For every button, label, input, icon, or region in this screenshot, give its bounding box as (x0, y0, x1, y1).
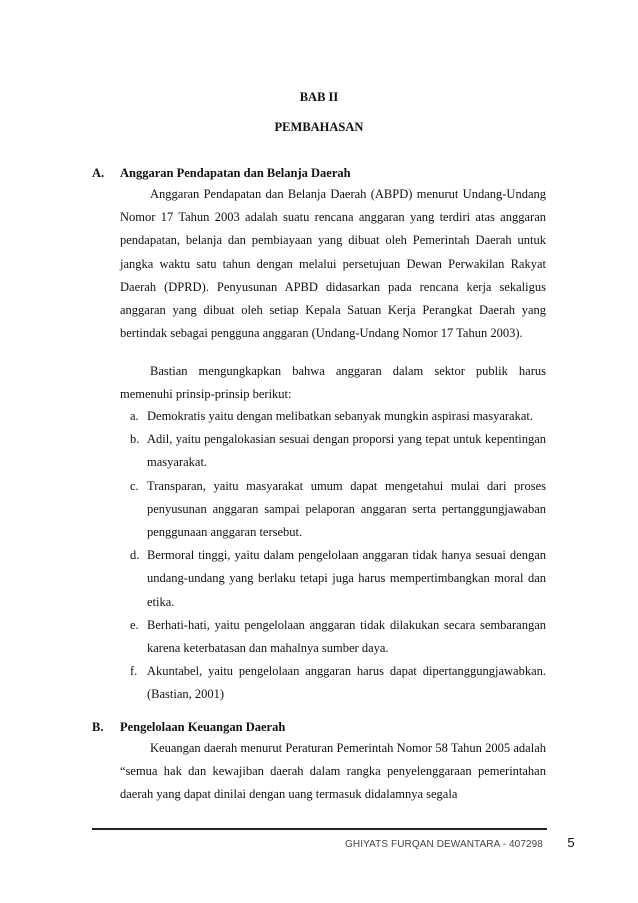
list-item-text: Berhati-hati, yaitu pengelolaan anggaran tidak dilakukan secara sembarangan karena keterbatasan dan mahalnya sumber daya. (147, 617, 546, 656)
list-item-text: Demokratis yaitu dengan melibatkan sebanyak mungkin aspirasi masyarakat. (147, 409, 533, 423)
page-number: 5 (547, 828, 595, 858)
list-item (120, 405, 546, 428)
section-b-letter: B. (92, 720, 104, 734)
section-b-title: Pengelolaan Keuangan Daerah (120, 720, 286, 734)
list-item-text: Bermoral tinggi, yaitu dalam pengelolaan anggaran tidak hanya sesuai dengan undang-undang yang berlaku tetapi juga harus mempertimbangkan moral dan etika. (147, 548, 546, 609)
list-marker: c. (130, 478, 139, 493)
principles-list (120, 405, 546, 707)
footer-author: GHIYATS FURQAN DEWANTARA - 407298 (345, 839, 543, 850)
list-marker: f. (130, 664, 138, 679)
section-b-paragraph-1 (120, 737, 546, 807)
section-a-letter: A. (92, 166, 105, 180)
list-item (120, 475, 546, 545)
section-a-paragraph-2 (120, 360, 546, 406)
list-item-text: Adil, yaitu pengalokasian sesuai dengan proporsi yang tepat untuk kepentingan masyarakat. (147, 432, 546, 470)
section-a-paragraph-1 (120, 183, 546, 345)
section-a-paragraph-2-text: Bastian mengungkapkan bahwa anggaran dalam sektor publik harus memenuhi prinsip-prinsip berikut: (120, 364, 546, 402)
list-item-text: Akuntabel, yaitu pengelolaan anggaran harus dapat dipertanggungjawabkan. (Bastian, 2001) (147, 664, 546, 702)
list-item (120, 544, 546, 614)
section-a-title: Anggaran Pendapatan dan Belanja Daerah (120, 166, 351, 180)
list-marker: e. (130, 617, 139, 632)
list-item (120, 660, 546, 706)
chapter-title: PEMBAHASAN (274, 120, 364, 134)
section-a-paragraph-1-text: Anggaran Pendapatan dan Belanja Daerah (ABPD) menurut Undang-Undang Nomor 17 Tahun 2003 adalah suatu rencana anggaran yang terdiri atas anggaran pendapatan, belanja dan pembiayaan yang dibuat oleh Pemerintah Daerah untuk jangka waktu satu tahun dengan melalui persetujuan Dewan Perwakilan Rakyat Daerah (DPRD). Penyusunan APBD didasarkan pada rencana kerja sekaligus anggaran yang dibuat oleh setiap Kepala Satuan Kerja Perangkat Daerah yang bertindak sebagai pengguna anggaran (Undang-Undang Nomor 17 Tahun 2003). (120, 187, 546, 341)
list-marker: b. (130, 432, 140, 447)
list-item (120, 614, 546, 660)
list-item-text: Transparan, yaitu masyarakat umum dapat mengetahui mulai dari proses penyusunan anggaran sampai pelaporan anggaran serta pertanggungjawaban penggunaan anggaran tersebut. (147, 478, 546, 540)
list-item (120, 428, 546, 474)
section-b-paragraph-1-text: Keuangan daerah menurut Peraturan Pemerintah Nomor 58 Tahun 2005 adalah “semua hak dan kewajiban daerah dalam rangka penyelenggaraan pemerintahan daerah yang dapat dinilai dengan uang termasuk didalamnya segala (120, 741, 546, 802)
footer-divider (92, 828, 547, 830)
chapter-label: BAB II (299, 90, 339, 104)
list-marker: d. (130, 548, 140, 563)
list-marker: a. (130, 409, 139, 423)
